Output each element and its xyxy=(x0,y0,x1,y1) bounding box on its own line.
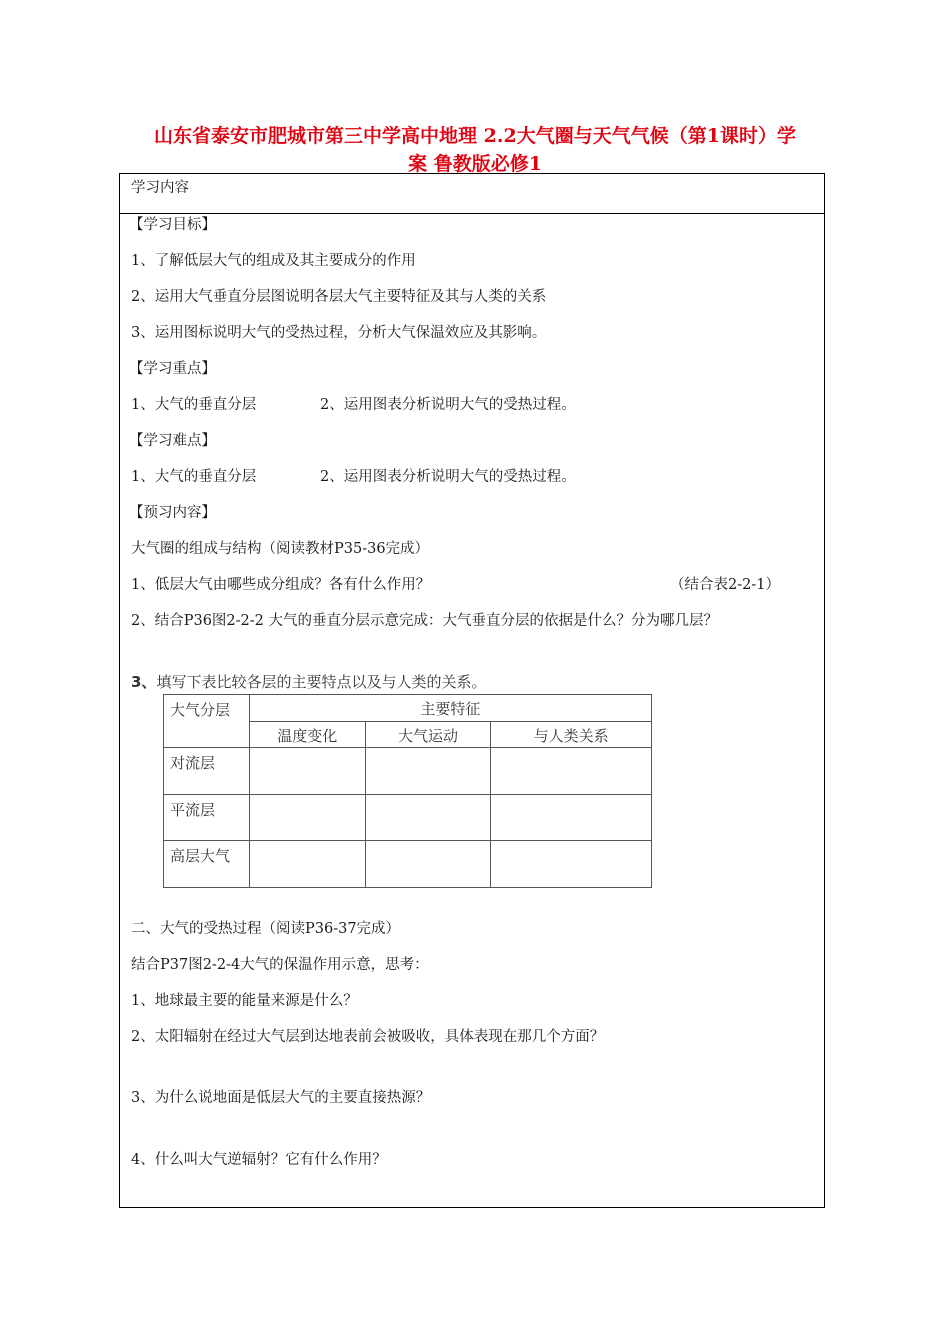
table-subheader-human-relation: 与人类关系 xyxy=(491,722,652,748)
table-header-features: 主要特征 xyxy=(249,695,651,722)
preview-question-3-text: 填写下表比较各层的主要特点以及与人类的关系。 xyxy=(156,673,487,691)
difficult-point-item-1: 1、大气的垂直分层 xyxy=(131,469,257,485)
key-points-heading: 【学习重点】 xyxy=(129,361,216,377)
header-cell-label: 学习内容 xyxy=(131,180,189,196)
table-cell-empty[interactable] xyxy=(491,841,652,888)
section2-title: 二、大气的受热过程（阅读P36-37完成） xyxy=(131,921,401,937)
difficult-points-heading: 【学习难点】 xyxy=(129,433,216,449)
difficult-point-item-2: 2、运用图表分析说明大气的受热过程。 xyxy=(320,469,576,485)
preview-section-title: 大气圈的组成与结构（阅读教材P35-36完成） xyxy=(131,541,430,557)
preview-question-2: 2、结合P36图2-2-2 大气的垂直分层示意完成：大气垂直分层的依据是什么？分为哪几层？ xyxy=(131,613,719,629)
objective-item-2: 2、运用大气垂直分层图说明各层大气主要特征及其与人类的关系 xyxy=(131,289,547,305)
table-cell-empty[interactable] xyxy=(491,748,652,795)
table-cell-empty[interactable] xyxy=(365,795,491,841)
table-cell-empty[interactable] xyxy=(365,748,491,795)
table-row-label: 平流层 xyxy=(164,795,250,841)
section2-intro: 结合P37图2-2-4大气的保温作用示意，思考： xyxy=(131,957,429,973)
table-row-label: 对流层 xyxy=(164,748,250,795)
preview-question-3 xyxy=(131,671,486,692)
section2-question-4: 4、什么叫大气逆辐射？它有什么作用？ xyxy=(131,1152,387,1168)
table-subheader-temperature: 温度变化 xyxy=(249,722,365,748)
table-cell-empty[interactable] xyxy=(491,795,652,841)
table-subheader-motion: 大气运动 xyxy=(365,722,491,748)
atmosphere-layer-table xyxy=(163,694,652,888)
document-title xyxy=(80,122,870,178)
table-cell-empty[interactable] xyxy=(249,795,365,841)
section2-question-2: 2、太阳辐射在经过大气层到达地表前会被吸收，具体表现在那几个方面？ xyxy=(131,1029,605,1045)
objective-item-1: 1、了解低层大气的组成及其主要成分的作用 xyxy=(131,253,416,269)
preview-question-1: 1、低层大气由哪些成分组成？各有什么作用？ xyxy=(131,577,431,593)
table-cell-empty[interactable] xyxy=(365,841,491,888)
table-header-layer: 大气分层 xyxy=(164,695,250,748)
table-header-row xyxy=(164,695,652,722)
preview-heading: 【预习内容】 xyxy=(129,505,216,521)
key-point-item-1: 1、大气的垂直分层 xyxy=(131,397,257,413)
document-title-line-1: 山东省泰安市肥城市第三中学高中地理 2.2大气圈与天气气候（第1课时）学 xyxy=(154,125,796,147)
table-row xyxy=(164,795,652,841)
frame-header-row xyxy=(120,174,824,214)
preview-question-1-note: （结合表2-2-1） xyxy=(670,577,780,593)
table-cell-empty[interactable] xyxy=(249,841,365,888)
preview-question-3-number: 3、 xyxy=(131,673,157,691)
section2-question-1: 1、地球最主要的能量来源是什么？ xyxy=(131,993,358,1009)
section2-question-3: 3、为什么说地面是低层大气的主要直接热源？ xyxy=(131,1090,431,1106)
key-point-item-2: 2、运用图表分析说明大气的受热过程。 xyxy=(320,397,576,413)
table-cell-empty[interactable] xyxy=(249,748,365,795)
objectives-heading: 【学习目标】 xyxy=(129,217,216,233)
table-row xyxy=(164,748,652,795)
table-row-label: 高层大气 xyxy=(164,841,250,888)
objective-item-3: 3、运用图标说明大气的受热过程，分析大气保温效应及其影响。 xyxy=(131,325,547,341)
table-row xyxy=(164,841,652,888)
document-title-line-2: 案 鲁教版必修1 xyxy=(408,153,542,175)
